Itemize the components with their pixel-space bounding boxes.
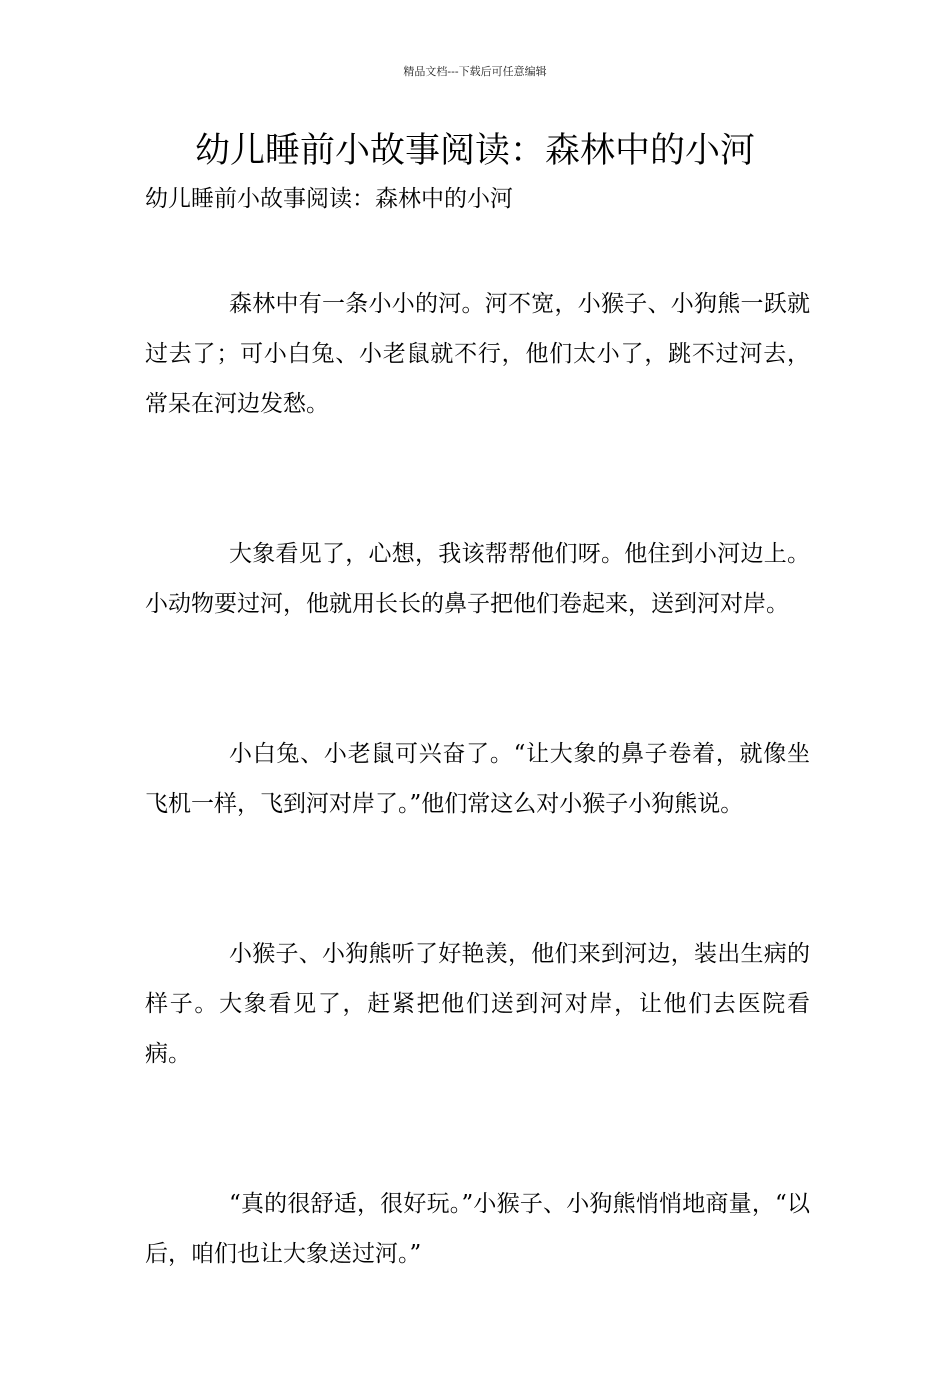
document-subtitle: 幼儿睡前小故事阅读：森林中的小河 [145,186,513,212]
story-paragraph: 小猴子、小狗熊听了好艳羡，他们来到河边，装出生病的样子。大象看见了，赶紧把他们送到河对岸，让他们去医院看病。 [145,941,810,1067]
story-paragraph: 小白兔、小老鼠可兴奋了。“让大象的鼻子卷着，就像坐飞机一样，飞到河对岸了。”他们常这么对小猴子小狗熊说。 [145,741,810,817]
document-title: 幼儿睡前小故事阅读：森林中的小河 [194,131,755,171]
story-body [145,279,810,1379]
story-paragraph: 森林中有一条小小的河。河不宽，小猴子、小狗熊一跃就过去了；可小白兔、小老鼠就不行，他们太小了，跳不过河去，常呆在河边发愁。 [145,291,810,417]
story-paragraph: 大象看见了，心想，我该帮帮他们呀。他住到小河边上。小动物要过河，他就用长长的鼻子把他们卷起来，送到河对岸。 [145,541,810,617]
header-note: 精品文档---下载后可任意编辑 [403,65,547,78]
story-paragraph: “真的很舒适，很好玩。”小猴子、小狗熊悄悄地商量，“以后，咱们也让大象送过河。” [145,1191,810,1267]
